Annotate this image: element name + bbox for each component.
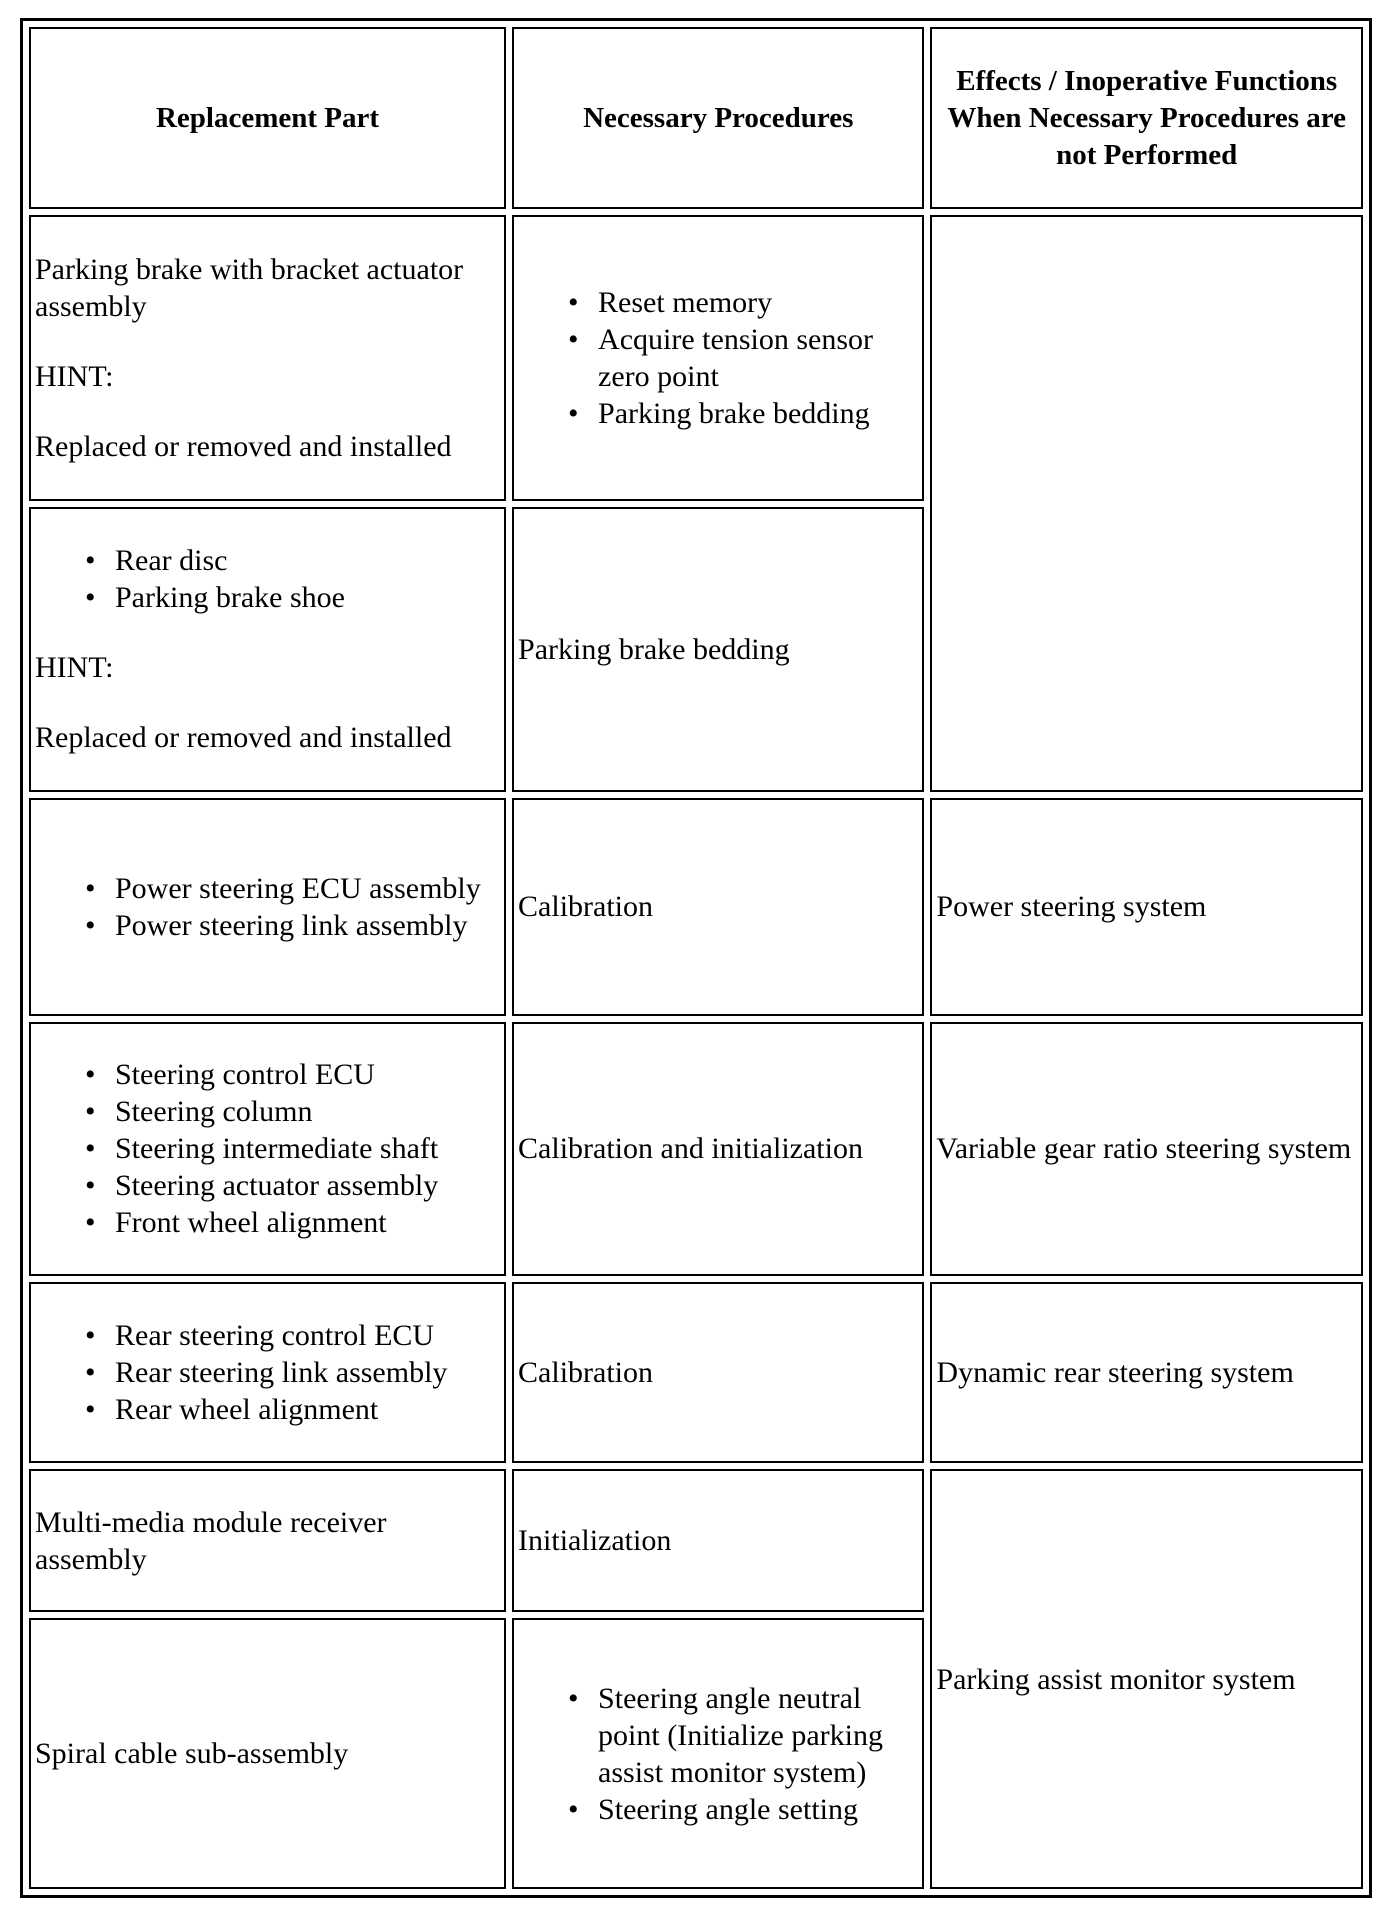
procedures-cell: Parking brake bedding (512, 507, 924, 793)
replacement-part-cell (29, 507, 506, 793)
part-list (35, 1317, 500, 1428)
table-row (29, 1282, 1363, 1463)
hint-text: Replaced or removed and installed (35, 721, 452, 755)
replacement-part-cell (29, 798, 506, 1016)
header-replacement-part: Replacement Part (29, 27, 506, 209)
replacement-part-cell (29, 215, 506, 501)
hint-label: HINT: (35, 651, 114, 685)
part-item: • Rear steering link assembly (115, 1354, 500, 1391)
replacement-procedures-table (23, 21, 1369, 1895)
table-row (29, 1022, 1363, 1276)
procedures-cell: Initialization (512, 1469, 924, 1612)
replacement-part-cell: Spiral cable sub-assembly (29, 1618, 506, 1889)
effects-cell-empty (930, 215, 1363, 792)
table-header-row (29, 27, 1363, 209)
hint-label: HINT: (35, 359, 114, 393)
hint-text: Replaced or removed and installed (35, 429, 452, 463)
part-list (35, 1056, 500, 1241)
table-row (29, 1469, 1363, 1612)
procedure-item: • Reset memory (598, 284, 918, 321)
procedures-cell: Calibration and initialization (512, 1022, 924, 1276)
part-item: • Power steering link assembly (115, 907, 500, 944)
part-item: • Parking brake shoe (115, 579, 500, 616)
part-item: • Rear steering control ECU (115, 1317, 500, 1354)
part-item: • Steering column (115, 1093, 500, 1130)
part-text: Parking brake with bracket actuator assembly (35, 252, 464, 323)
procedure-list (518, 1680, 918, 1828)
replacement-part-cell: Multi-media module receiver assembly (29, 1469, 506, 1612)
header-effects: Effects / Inoperative Functions When Necessary Procedures are not Performed (930, 27, 1363, 209)
procedures-cell: Calibration (512, 1282, 924, 1463)
procedure-item: • Steering angle neutral point (Initialize parking assist monitor system) (598, 1680, 918, 1791)
part-item: • Steering control ECU (115, 1056, 500, 1093)
effects-cell: Parking assist monitor system (930, 1469, 1363, 1889)
part-item: • Rear wheel alignment (115, 1391, 500, 1428)
part-list (35, 542, 500, 616)
header-necessary-procedures: Necessary Procedures (512, 27, 924, 209)
part-item: • Power steering ECU assembly (115, 870, 500, 907)
part-item: • Rear disc (115, 542, 500, 579)
part-item: • Front wheel alignment (115, 1204, 500, 1241)
part-item: • Steering intermediate shaft (115, 1130, 500, 1167)
effects-cell: Dynamic rear steering system (930, 1282, 1363, 1463)
procedure-item: • Parking brake bedding (598, 395, 918, 432)
effects-cell: Variable gear ratio steering system (930, 1022, 1363, 1276)
procedures-cell: Calibration (512, 798, 924, 1016)
procedures-cell (512, 215, 924, 501)
procedure-item: • Acquire tension sensor zero point (598, 321, 918, 395)
procedure-item: • Steering angle setting (598, 1791, 918, 1828)
table-row (29, 798, 1363, 1016)
part-item: • Steering actuator assembly (115, 1167, 500, 1204)
procedures-cell (512, 1618, 924, 1889)
effects-cell: Power steering system (930, 798, 1363, 1016)
replacement-part-cell (29, 1282, 506, 1463)
part-list (35, 870, 500, 944)
replacement-part-cell (29, 1022, 506, 1276)
procedure-list (518, 284, 918, 432)
table-row (29, 215, 1363, 501)
